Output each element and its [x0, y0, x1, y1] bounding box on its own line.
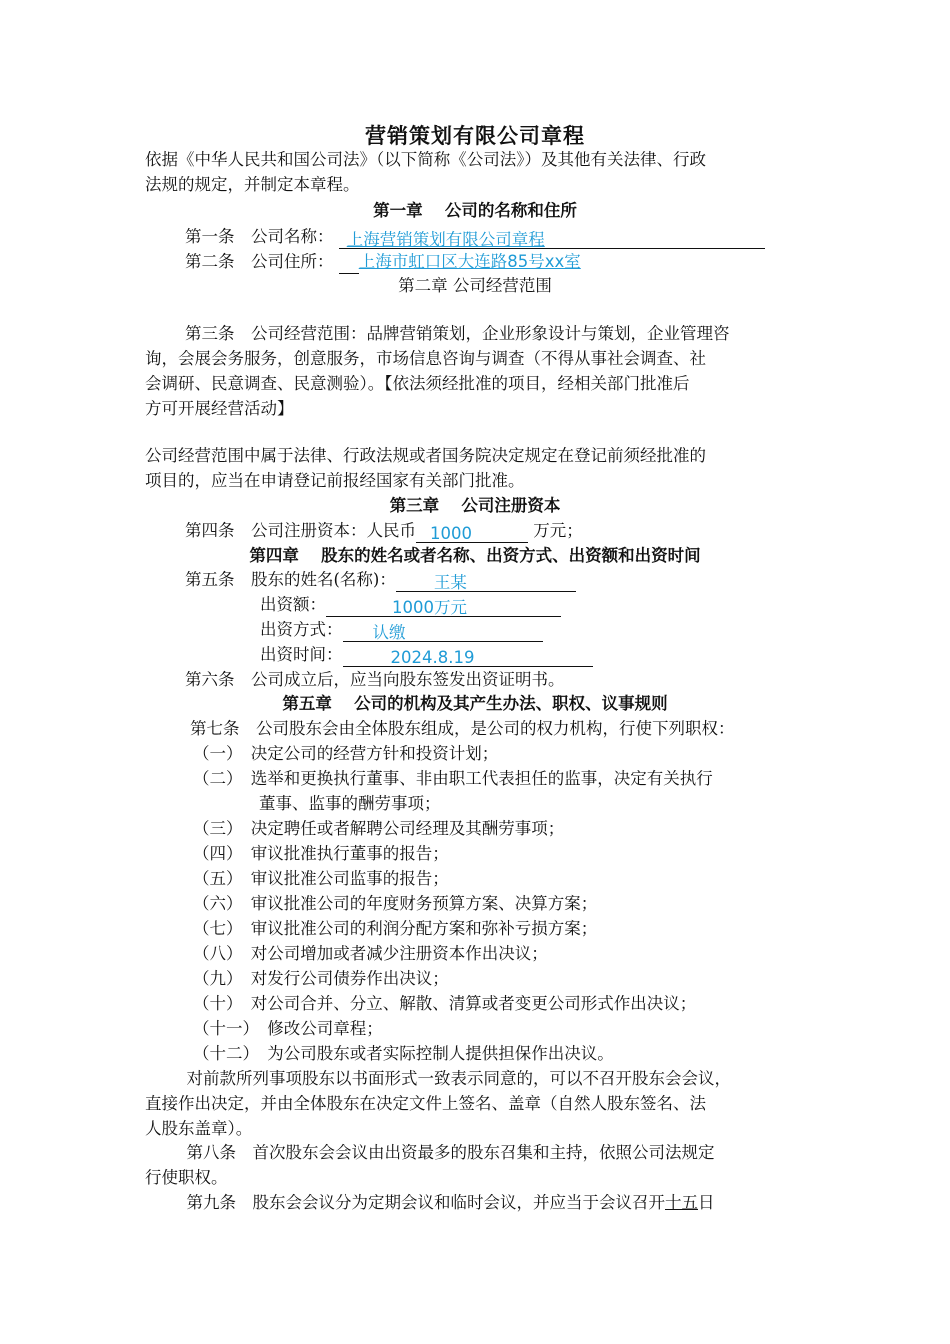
article-9-text: 第九条 股东会会议分为定期会议和临时会议，并应当于会议召开: [170, 1193, 665, 1212]
power-item-4: （四） 审议批准执行董事的报告；: [193, 844, 449, 863]
article-4: [185, 519, 583, 543]
amount-label: 出资额：: [260, 595, 326, 614]
power-item-2-cont: 董事、监事的酬劳事项；: [193, 794, 441, 813]
power-item-10: （十） 对公司合并、分立、解散、清算或者变更公司形式作出决议；: [193, 994, 697, 1013]
company-name-field: [339, 228, 765, 249]
chapter-2-heading: 第二章 公司经营范围: [398, 276, 552, 295]
article-8-line-1: 第八条 首次股东会会议由出资最多的股东召集和主持，依照公司法规定: [170, 1143, 715, 1162]
article-3-line-1: 第三条 公司经营范围：品牌营销策划，企业形象设计与策划，企业管理咨: [185, 324, 730, 343]
time-label: 出资时间：: [260, 645, 343, 664]
document-title: 营销策划有限公司章程: [365, 123, 585, 148]
power-item-1: （一） 决定公司的经营方针和投资计划；: [193, 744, 499, 763]
shareholder-field: [396, 571, 576, 592]
time-value: 2024.8.19: [390, 648, 475, 667]
article-6: 第六条 公司成立后，应当向股东签发出资证明书。: [185, 670, 565, 689]
capital-unit: 万元；: [533, 521, 583, 540]
power-item-5: （五） 审议批准公司监事的报告；: [193, 869, 449, 888]
power-item-7: （七） 审议批准公司的利润分配方案和弥补亏损方案；: [193, 919, 598, 938]
consent-para-line-3: 人股东盖章）。: [145, 1119, 253, 1138]
chapter-4-heading: 第四章 股东的姓名或者名称、出资方式、出资额和出资时间: [249, 546, 701, 565]
article-2: [185, 250, 581, 274]
contribution-amount: [260, 593, 561, 617]
power-item-6: （六） 审议批准公司的年度财务预算方案、决算方案；: [193, 894, 598, 913]
scope-note-line-1: 公司经营范围中属于法律、行政法规或者国务院决定规定在登记前须经批准的: [145, 446, 706, 465]
power-item-12: （十二） 为公司股东或者实际控制人提供担保作出决议。: [193, 1044, 614, 1063]
company-name-value: 上海营销策划有限公司章程: [346, 230, 545, 249]
contribution-time: [260, 643, 593, 667]
article-5-label: 第五条 股东的姓名(名称)：: [185, 570, 396, 589]
address-value: 上海市虹口区大连路85号xx室: [358, 252, 581, 271]
method-field: [343, 621, 543, 642]
power-item-11: （十一） 修改公司章程；: [193, 1019, 383, 1038]
article-8-line-2: 行使职权。: [145, 1168, 228, 1187]
article-7: 第七条 公司股东会由全体股东组成，是公司的权力机构，行使下列职权：: [190, 719, 735, 738]
power-item-9: （九） 对发行公司债券作出决议；: [193, 969, 449, 988]
article-2-label: 第二条 公司住所：: [185, 252, 334, 271]
article-3-line-2: 询，会展会务服务，创意服务，市场信息咨询与调查（不得从事社会调查、社: [145, 349, 706, 368]
address-blank: [339, 253, 359, 274]
shareholder-value: 王某: [433, 573, 467, 592]
article-1-label: 第一条 公司名称：: [185, 227, 334, 246]
article-9-suffix: 日: [698, 1193, 715, 1212]
article-9-days: 十五: [665, 1193, 698, 1212]
chapter-1-heading: 第一章 公司的名称和住所: [373, 201, 577, 220]
scope-note-line-2: 项目的，应当在申请登记前报经国家有关部门批准。: [145, 471, 525, 490]
consent-para-line-2: 直接作出决定，并由全体股东在决定文件上签名、盖章（自然人股东签名、法: [145, 1094, 706, 1113]
method-value: 认缴: [372, 623, 406, 642]
chapter-3-heading: 第三章 公司注册资本: [389, 496, 561, 515]
time-field: [343, 646, 593, 667]
capital-field: [416, 522, 528, 543]
article-4-label: 第四条 公司注册资本：人民币: [185, 521, 416, 540]
article-9: [170, 1191, 715, 1215]
article-5: [185, 568, 576, 592]
article-3-line-4: 方可开展经营活动】: [145, 399, 294, 418]
article-1: [185, 225, 765, 249]
power-item-8: （八） 对公司增加或者减少注册资本作出决议；: [193, 944, 548, 963]
power-item-3: （三） 决定聘任或者解聘公司经理及其酬劳事项；: [193, 819, 565, 838]
intro-line-2: 法规的规定，并制定本章程。: [145, 175, 360, 194]
article-3-line-3: 会调研、民意调查、民意测验）。【依法须经批准的项目，经相关部门批准后: [145, 374, 690, 393]
method-label: 出资方式：: [260, 620, 343, 639]
consent-para-line-1: 对前款所列事项股东以书面形式一致表示同意的，可以不召开股东会会议，: [170, 1069, 731, 1088]
intro-line-1: 依据《中华人民共和国公司法》（以下简称《公司法》）及其他有关法律、行政: [145, 150, 706, 169]
contribution-method: [260, 618, 543, 642]
power-item-2: （二） 选举和更换执行董事、非由职工代表担任的监事，决定有关执行: [193, 769, 713, 788]
chapter-5-heading: 第五章 公司的机构及其产生办法、职权、议事规则: [282, 694, 668, 713]
amount-field: [326, 596, 561, 617]
capital-value: 1000: [430, 524, 472, 543]
amount-value: 1000万元: [392, 598, 467, 617]
